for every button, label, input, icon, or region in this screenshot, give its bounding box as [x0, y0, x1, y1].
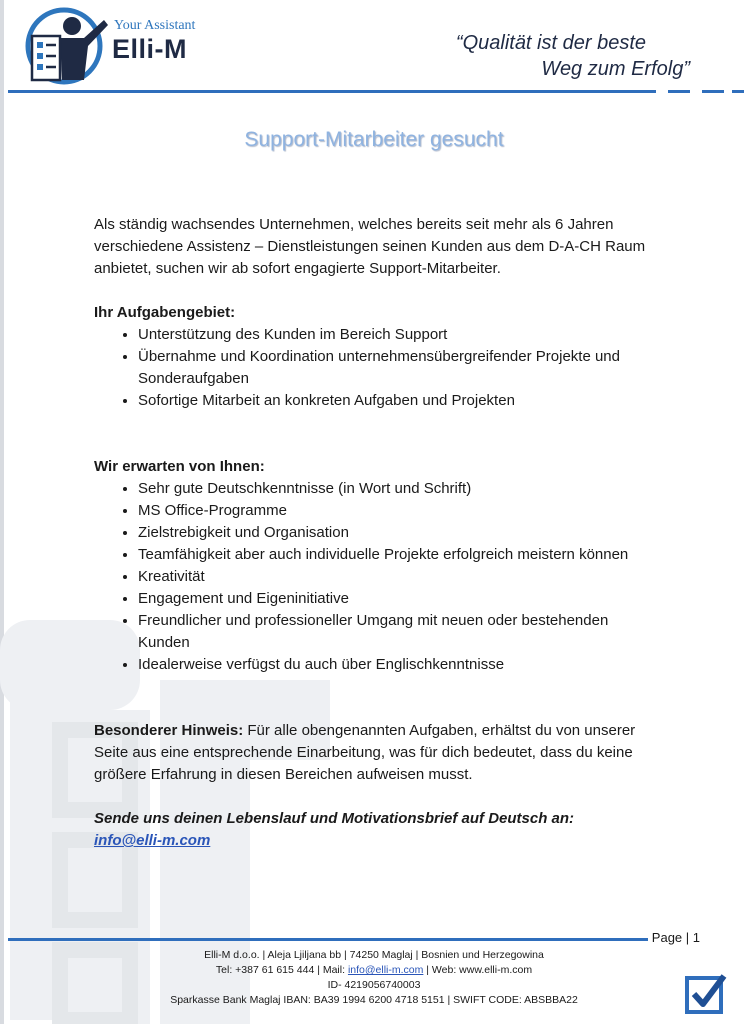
list-item: • Übernahme und Koordination unternehmensübergreifender Projekte und Sonderaufgaben [138, 346, 654, 390]
page-title: Support-Mitarbeiter gesucht [244, 128, 504, 151]
checkbox-check-icon [684, 972, 728, 1016]
closing-text: Sende uns deinen Lebenslauf und Motivationsbrief auf Deutsch an: [94, 810, 575, 827]
list-item: • Sofortige Mitarbeit an konkreten Aufgaben und Projekten [138, 390, 654, 412]
company-motto [330, 30, 690, 82]
footer-web: | Web: www.elli-m.com [423, 964, 533, 976]
brand-name: Elli-M [112, 34, 187, 64]
list-item: • Unterstützung des Kunden im Bereich Support [138, 324, 654, 346]
list-item: • Kreativität [138, 566, 654, 588]
footer-address: Elli-M d.o.o. | Aleja Ljiljana bb | 74250 Maglaj | Bosnien und Herzegowina [204, 949, 544, 961]
header-rule-dash [732, 90, 744, 93]
motto-line-2: Weg zum Erfolg” [541, 58, 690, 80]
page-number: Page | 1 [651, 930, 700, 945]
tasks-list [94, 324, 654, 412]
tasks-heading: Ihr Aufgabengebiet: [94, 304, 236, 321]
list-item: • Freundlicher und professioneller Umgang mit neuen oder bestehenden Kunden [138, 610, 654, 654]
header-rule [8, 90, 656, 93]
footer [0, 948, 748, 1008]
footer-tel: Tel: +387 61 615 444 | Mail: [215, 964, 348, 976]
list-item: • Zielstrebigkeit und Organisation [138, 522, 654, 544]
requirements-list [94, 478, 654, 676]
note-text: Für alle obengenannten Aufgaben, erhältst du von unserer Seite aus eine entsprechende Einarbeitung, was für dich bedeutet, dass du keine größere Erfahrung in diesen Bereichen aufweisen musst. [94, 722, 636, 783]
note-paragraph [94, 720, 654, 786]
footer-contact [0, 963, 748, 978]
header-rule-dash [702, 90, 724, 93]
list-item: • Engagement und Eigeninitiative [138, 588, 654, 610]
note-label: Besonderer Hinweis: [94, 722, 244, 739]
elli-m-logo-icon [22, 6, 112, 86]
contact-email-link[interactable]: info@elli-m.com [94, 832, 211, 849]
header-rule-dash [668, 90, 690, 93]
brand-tagline: Your Assistant [114, 18, 196, 33]
footer-email-link[interactable]: info@elli-m.com [347, 964, 424, 976]
list-item: • MS Office-Programme [138, 500, 654, 522]
job-posting-body [94, 214, 654, 852]
list-item: • Idealerweise verfügst du auch über Englischkenntnisse [138, 654, 654, 676]
requirements-heading: Wir erwarten von Ihnen: [94, 458, 265, 475]
footer-id: ID- 4219056740003 [327, 979, 421, 991]
footer-bank: Sparkasse Bank Maglaj IBAN: BA39 1994 6200 4718 5151 | SWIFT CODE: ABSBBA22 [170, 994, 578, 1006]
footer-rule [8, 938, 648, 941]
list-item: • Teamfähigkeit aber auch individuelle Projekte erfolgreich meistern können [138, 544, 654, 566]
list-item: • Sehr gute Deutschkenntnisse (in Wort und Schrift) [138, 478, 654, 500]
motto-line-1: “Qualität ist der beste [455, 32, 646, 54]
intro-paragraph: Als ständig wachsendes Unternehmen, welches bereits seit mehr als 6 Jahren verschiedene Assistenz – Dienstleistungen seinen Kunden aus dem D-A-CH Raum anbietet, suchen wir ab sofort engagierte Support-Mitarbeiter. [94, 216, 646, 277]
